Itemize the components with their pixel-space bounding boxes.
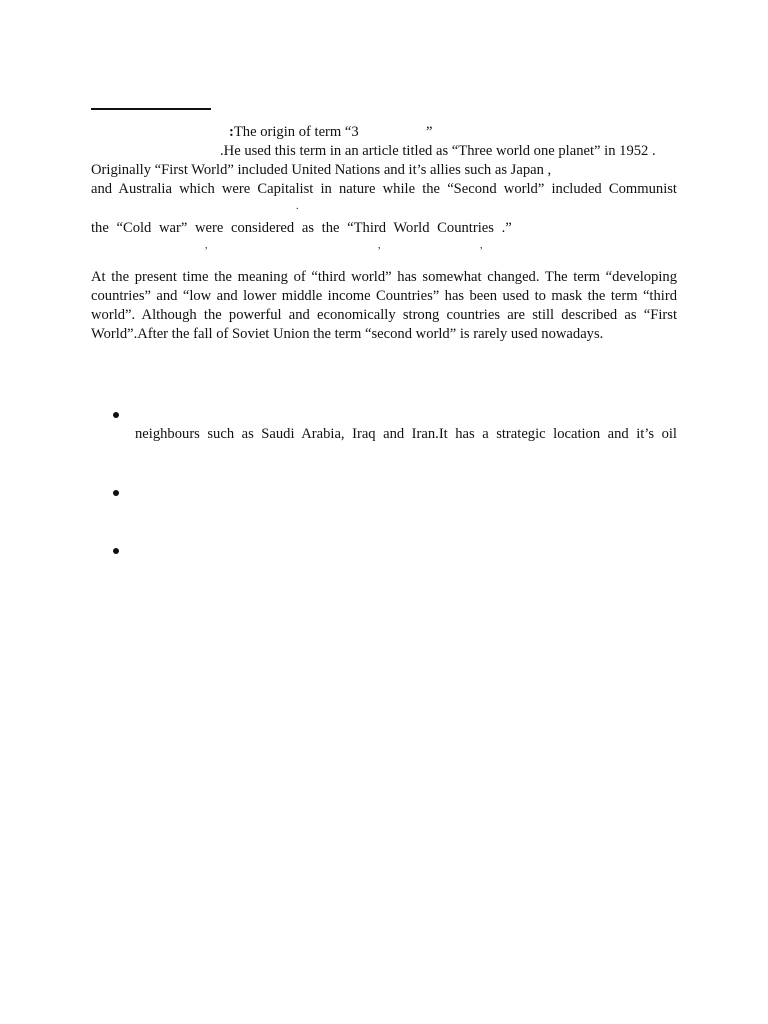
paragraph-line: world”. Although the powerful and economically strong countries are still described as “First: [91, 307, 677, 323]
bullet-1: [113, 410, 123, 420]
first-world-line: Originally “First World” included United Nations and it’s allies such as Japan ,: [91, 162, 552, 178]
bullet-2: [113, 488, 123, 498]
origin-text: The origin of term “3: [233, 124, 359, 140]
origin-line: [229, 123, 359, 141]
heading-underline: [91, 108, 211, 110]
bullet-1-text: neighbours such as Saudi Arabia, Iraq and Iran.It has a strategic location and it’s oil: [135, 426, 677, 442]
origin-colon: :: [229, 124, 234, 140]
usage-line: .He used this term in an article titled as “Three world one planet” in 1952 .: [220, 143, 656, 159]
paragraph-line: countries” and “low and lower middle income Countries” has been used to mask the term “third: [91, 288, 677, 304]
stray-period: .: [296, 201, 299, 212]
paragraph-line: World”.After the fall of Soviet Union the term “second world” is rarely used nowadays.: [91, 326, 604, 342]
stray-comma-1: ,: [205, 240, 208, 251]
stray-comma-2: ,: [378, 240, 381, 251]
cold-war-line: the “Cold war” were considered as the “Third World Countries .”: [91, 220, 512, 236]
bullet-3: [113, 546, 123, 556]
origin-closing-quote: ”: [426, 124, 433, 140]
stray-comma-3: ,: [480, 240, 483, 251]
capitalist-line: and Australia which were Capitalist in nature while the “Second world” included Communist: [91, 181, 677, 197]
paragraph-line: At the present time the meaning of “third world” has somewhat changed. The term “developing: [91, 269, 677, 285]
